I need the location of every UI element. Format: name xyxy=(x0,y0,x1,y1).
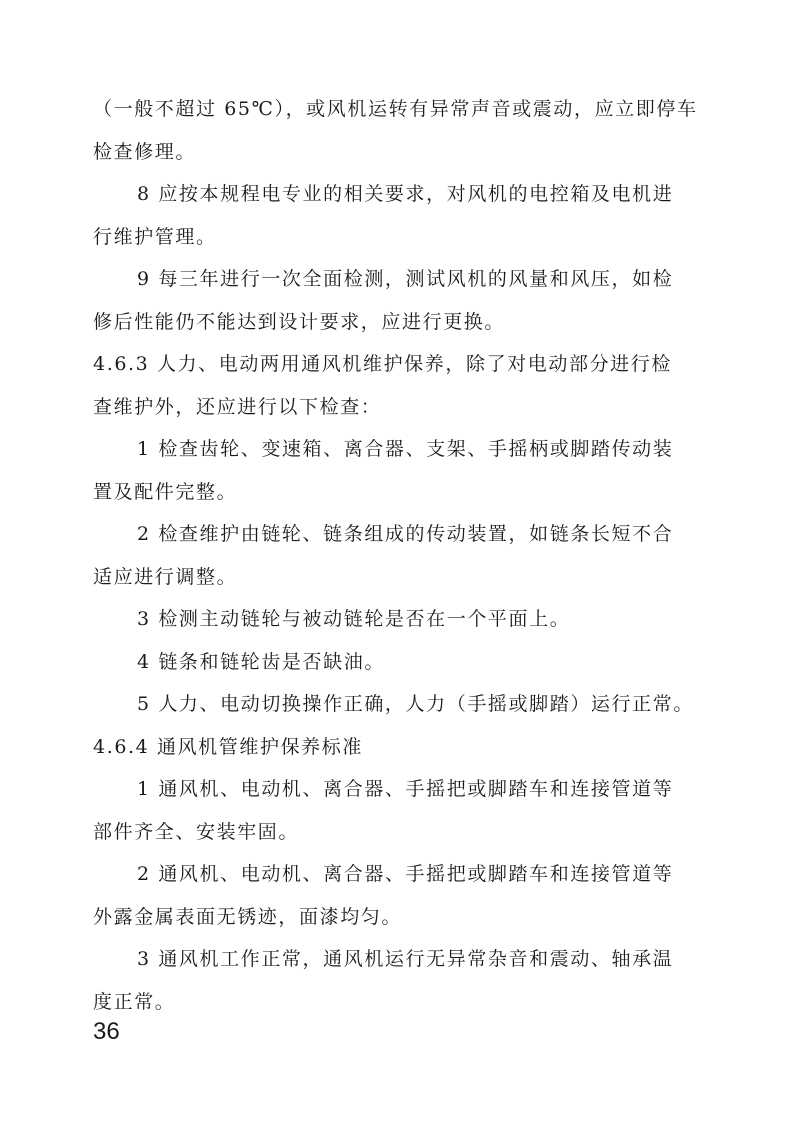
document-body xyxy=(93,88,705,1023)
text-line: 2 检查维护由链轮、链条组成的传动装置，如链条长短不合 xyxy=(137,523,674,545)
text-line: 4.6.4 通风机管维护保养标准 xyxy=(93,735,363,758)
text-line: 3 通风机工作正常，通风机运行无异常杂音和震动、轴承温 xyxy=(137,948,674,970)
text-line: 置及配件完整。 xyxy=(93,480,238,503)
page-number: 36 xyxy=(93,1018,120,1045)
text-line: 检查修理。 xyxy=(93,140,197,163)
text-line: （一般不超过 65℃），或风机运转有异常声音或震动，应立即停车 xyxy=(93,98,698,120)
text-line: 度正常。 xyxy=(93,990,176,1013)
text-line: 1 检查齿轮、变速箱、离合器、支架、手摇柄或脚踏传动装 xyxy=(137,438,674,460)
text-line: 部件齐全、安装牢固。 xyxy=(93,820,300,843)
text-line: 1 通风机、电动机、离合器、手摇把或脚踏车和连接管道等 xyxy=(137,778,674,800)
text-line: 4.6.3 人力、电动两用通风机维护保养，除了对电动部分进行检 xyxy=(93,353,672,375)
text-line: 8 应按本规程电专业的相关要求，对风机的电控箱及电机进 xyxy=(137,183,674,205)
text-line: 适应进行调整。 xyxy=(93,565,238,588)
text-line: 外露金属表面无锈迹，面漆均匀。 xyxy=(93,905,403,928)
text-line: 3 检测主动链轮与被动链轮是否在一个平面上。 xyxy=(137,608,571,630)
text-line: 2 通风机、电动机、离合器、手摇把或脚踏车和连接管道等 xyxy=(137,863,674,885)
text-line: 行维护管理。 xyxy=(93,225,217,248)
text-line: 5 人力、电动切换操作正确，人力（手摇或脚踏）运行正常。 xyxy=(137,693,694,715)
text-line: 修后性能仍不能达到设计要求，应进行更换。 xyxy=(93,310,506,333)
text-line: 查维护外，还应进行以下检查： xyxy=(93,395,382,418)
text-line: 9 每三年进行一次全面检测，测试风机的风量和风压，如检 xyxy=(137,268,674,290)
text-line: 4 链条和链轮齿是否缺油。 xyxy=(137,650,385,673)
